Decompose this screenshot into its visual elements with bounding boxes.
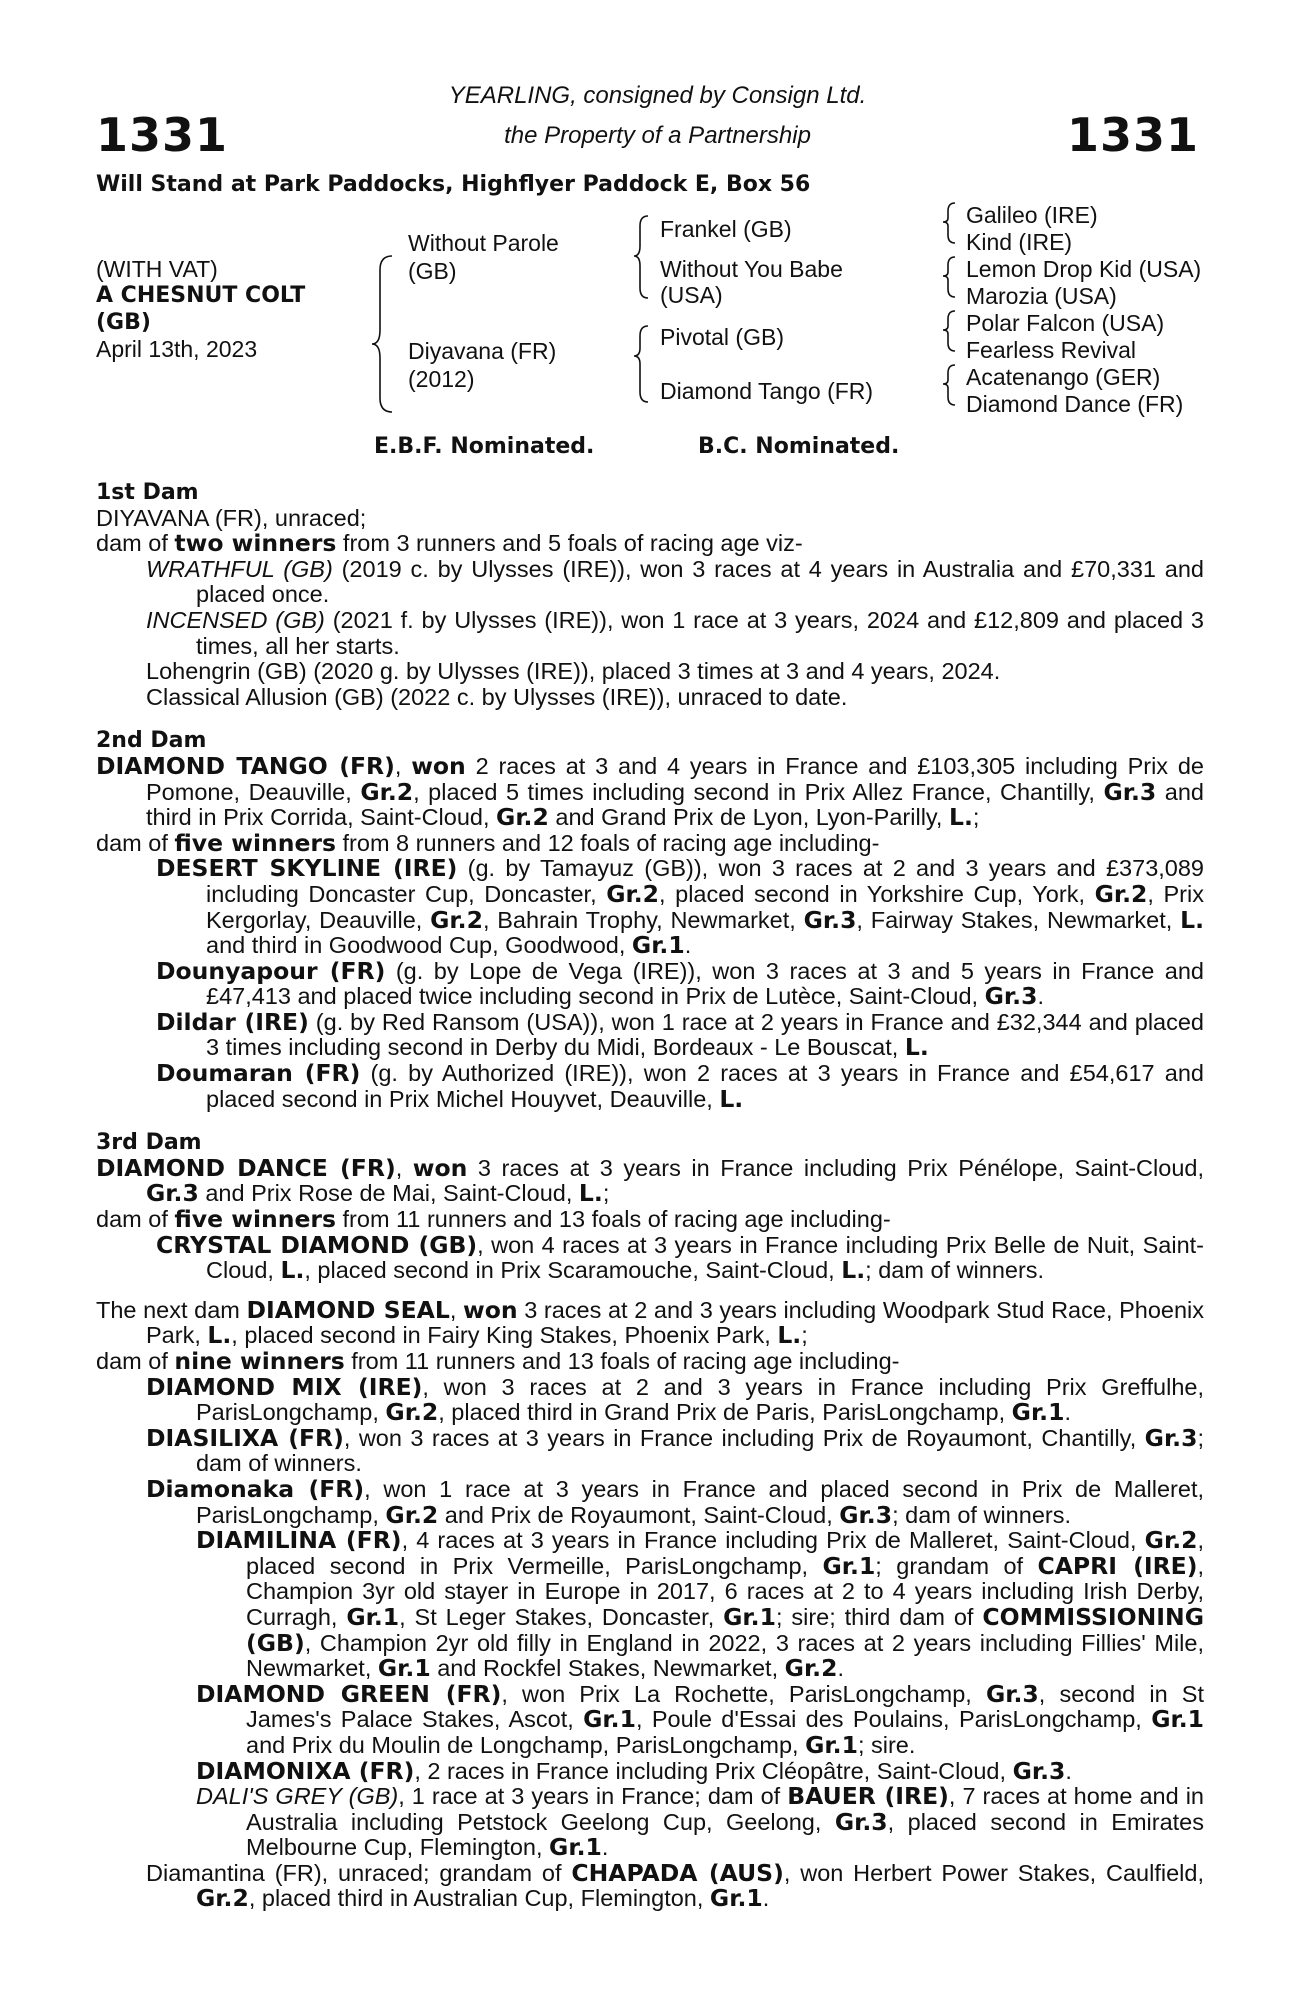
stand-location: Will Stand at Park Paddocks, Highflyer Paddock E, Box 56 <box>96 172 811 197</box>
third-dam-produce: dam of five winners from 11 runners and 13 foals of racing age including- <box>96 1205 891 1234</box>
produce-crystal-diamond: CRYSTAL DIAMOND (GB), won 4 races at 3 years in France including Prix Belle de Nuit, Saint-Cloud, L., placed second in Prix Scaramouche, Saint-Cloud, L.; dam of winners. <box>156 1230 1204 1285</box>
ddd: Diamond Dance (FR) <box>966 391 1184 417</box>
sds: Lemon Drop Kid (USA) <box>966 256 1202 282</box>
produce-dildar: Dildar (IRE) (g. by Red Ransom (USA)), won 1 race at 2 years in France and £32,344 and placed 3 times including second in Derby du Midi, Bordeaux - Le Bouscat, L. <box>156 1007 1205 1062</box>
foaling-date: April 13th, 2023 <box>96 336 258 362</box>
ebf-nomination: E.B.F. Nominated. <box>374 434 595 459</box>
produce-doumaran: Doumaran (FR) (g. by Authorized (IRE)), won 2 races at 3 years in France and £54,617 and placed second in Prix Michel Houyvet, Deauville, L. <box>156 1059 1204 1113</box>
produce-diamonixa: DIAMONIXA (FR), 2 races in France including Prix Cléopâtre, Saint-Cloud, Gr.3. <box>196 1756 1072 1785</box>
sire-country: (GB) <box>408 258 457 284</box>
sdd: Marozia (USA) <box>966 283 1117 309</box>
horse-name-line2: (GB) <box>96 310 151 335</box>
dam-sire: Pivotal (GB) <box>660 324 784 350</box>
ssd: Kind (IRE) <box>966 229 1073 255</box>
dam-year: (2012) <box>408 366 475 392</box>
sire-sire: Frankel (GB) <box>660 216 792 242</box>
vat-note: (WITH VAT) <box>96 256 218 282</box>
dsd: Fearless Revival <box>966 337 1136 363</box>
lot-number-left: 1331 <box>96 108 229 162</box>
first-dam-line: DIYAVANA (FR), unraced; <box>96 504 367 531</box>
sire-name: Without Parole <box>408 230 559 256</box>
produce-lohengrin: Lohengrin (GB) (2020 g. by Ulysses (IRE)), placed 3 times at 3 and 4 years, 2024. <box>146 658 1001 685</box>
catalogue-body <box>96 480 1204 1912</box>
sire-dam-line2: (USA) <box>660 282 723 308</box>
sire-dam-line1: Without You Babe <box>660 256 843 282</box>
second-dam-heading: 2nd Dam <box>96 728 207 754</box>
produce-dalis-grey: DALI'S GREY (GB), 1 race at 3 years in France; dam of BAUER (IRE), 7 races at home and in Australia including Petstock Geelong Cup, Geelong, Gr.3, placed second in Emirates Melbourne Cup, Flemington, Gr.1. <box>196 1782 1205 1862</box>
produce-diasilixa: DIASILIXA (FR), won 3 races at 3 years in France including Prix de Royaumont, Chantilly, Gr.3; dam of winners. <box>146 1423 1204 1477</box>
dam-name: Diyavana (FR) <box>408 338 557 364</box>
lot-number-right: 1331 <box>1066 108 1199 162</box>
first-dam-heading: 1st Dam <box>96 480 199 505</box>
produce-diamilina: DIAMILINA (FR), 4 races at 3 years in France including Prix de Malleret, Saint-Cloud, Gr.2, placed second in Prix Vermeille, ParisLongchamp, Gr.1; grandam of CAPRI (IRE), Champion 3yr old stayer in Europe in 2017, 6 races at 2 to 4 years including Irish Derby, Curragh, Gr.1, St Leger Stakes, Doncaster, Gr.1; sire; third dam of COMMISSIONING (GB), Champion 2yr old filly in England in 2022, 3 races at 2 years including Fillies' Mile, Newmarket, Gr.1 and Rockfel Stakes, Newmarket, Gr.2. <box>196 1526 1205 1683</box>
second-dam-produce: dam of five winners from 8 runners and 12 foals of racing age including- <box>96 828 880 857</box>
sss: Galileo (IRE) <box>966 202 1098 228</box>
produce-incensed: INCENSED (GB) (2021 f. by Ulysses (IRE)), won 1 race at 3 years, 2024 and £12,809 and placed 3 times, all her starts. <box>146 606 1204 659</box>
third-dam-heading: 3rd Dam <box>96 1130 202 1156</box>
produce-classical-allusion: Classical Allusion (GB) (2022 c. by Ulysses (IRE)), unraced to date. <box>146 683 848 710</box>
first-dam-produce: dam of two winners from 3 runners and 5 foals of racing age viz- <box>96 529 803 558</box>
consignor-line: YEARLING, consigned by Consign Ltd. <box>448 82 867 109</box>
second-dam-record: DIAMOND TANGO (FR), won 2 races at 3 and 4 years in France and £103,305 including Prix de Pomone, Deauville, Gr.2, placed 5 times including second in Prix Allez France, Chantilly, Gr.3 and third in Prix Corrida, Saint-Cloud, Gr.2 and Grand Prix de Lyon, Lyon-Parilly, L.; <box>96 751 1205 832</box>
produce-diamond-mix: DIAMOND MIX (IRE), won 3 races at 2 and 3 years in France including Prix Greffulhe, ParisLongchamp, Gr.2, placed third in Grand Prix de Paris, ParisLongchamp, Gr.1. <box>146 1372 1205 1427</box>
next-dam-produce: dam of nine winners from 11 runners and 13 foals of racing age including- <box>96 1347 900 1375</box>
produce-diamonaka: Diamonaka (FR), won 1 race at 3 years in France and placed second in Prix de Malleret, ParisLongchamp, Gr.2 and Prix de Royaumont, Saint-Cloud, Gr.3; dam of winners. <box>146 1474 1205 1529</box>
next-dam-record: The next dam DIAMOND SEAL, won 3 races at 2 and 3 years including Woodpark Stud Race, Phoenix Park, L., placed second in Fairy King Stakes, Phoenix Park, L.; <box>96 1295 1205 1350</box>
third-dam-record: DIAMOND DANCE (FR), won 3 races at 3 years in France including Prix Pénélope, Saint-Cloud, Gr.3 and Prix Rose de Mai, Saint-Cloud, L.; <box>96 1153 1204 1208</box>
dss: Polar Falcon (USA) <box>966 310 1165 336</box>
produce-diamond-green: DIAMOND GREEN (FR), won Prix La Rochette, ParisLongchamp, Gr.3, second in St James's Palace Stakes, Ascot, Gr.1, Poule d'Essai des Poulains, ParisLongchamp, Gr.1 and Prix du Moulin de Longchamp, ParisLongchamp, Gr.1; sire. <box>196 1679 1204 1759</box>
bc-nomination: B.C. Nominated. <box>698 434 900 459</box>
dds: Acatenango (GER) <box>966 364 1161 390</box>
produce-desert-skyline: DESERT SKYLINE (IRE) (g. by Tamayuz (GB)), won 3 races at 2 and 3 years and £373,089 including Doncaster Cup, Doncaster, Gr.2, placed second in Yorkshire Cup, York, Gr.2, Prix Kergorlay, Deauville, Gr.2, Bahrain Trophy, Newmarket, Gr.3, Fairway Stakes, Newmarket, L. and third in Goodwood Cup, Goodwood, Gr.1. <box>156 854 1204 960</box>
produce-wrathful: WRATHFUL (GB) (2019 c. by Ulysses (IRE)), won 3 races at 4 years in Australia and £70,331 and placed once. <box>146 555 1204 608</box>
produce-diamantina: Diamantina (FR), unraced; grandam of CHAPADA (AUS), won Herbert Power Stakes, Caulfield, Gr.2, placed third in Australian Cup, Flemington, Gr.1. <box>146 1858 1204 1913</box>
horse-name-line1: A CHESNUT COLT <box>96 283 306 308</box>
dam-dam: Diamond Tango (FR) <box>660 378 874 404</box>
produce-dounyapour: Dounyapour (FR) (g. by Lope de Vega (IRE)), won 3 races at 3 and 5 years in France and £47,413 and placed twice including second in Prix de Lutèce, Saint-Cloud, Gr.3. <box>156 956 1204 1011</box>
property-line: the Property of a Partnership <box>504 122 811 149</box>
